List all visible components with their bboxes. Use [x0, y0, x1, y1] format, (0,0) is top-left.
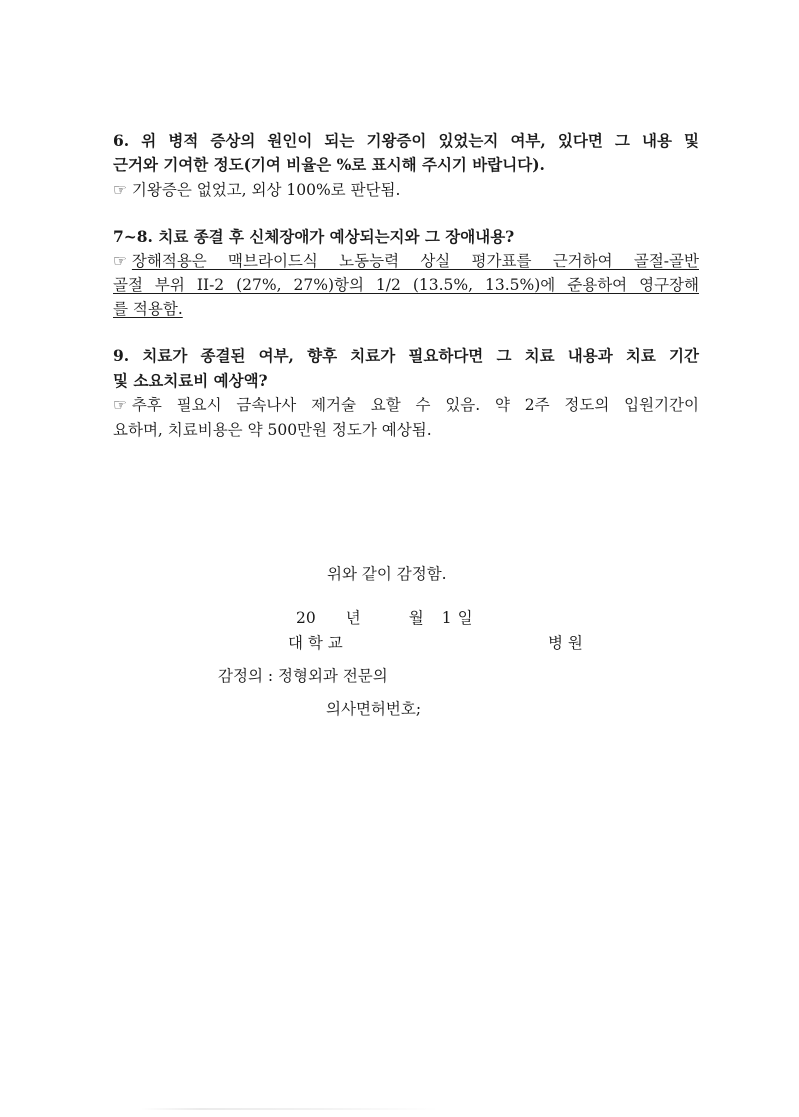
university-name: 대 학 교	[288, 634, 343, 652]
q9-answer-line1	[113, 393, 699, 417]
closing-statement: 위와 같이 감정함.	[327, 565, 447, 583]
q78-line1: 7~8. 치료 종결 후 신체장애가 예상되는지와 그 장애내용?	[113, 227, 515, 246]
date-month-unit: 월	[408, 609, 424, 627]
q78-answer-line1	[113, 249, 699, 273]
date-day-unit: 일	[457, 609, 473, 627]
pointing-hand-icon: ☞	[113, 396, 127, 414]
q78-answer-text1: 장해적용은 맥브라이드식 노동능력 상실 평가표를 근거하여 골절-골반	[131, 252, 699, 270]
q78-answer-text3: 를 적용함.	[113, 300, 183, 318]
q9-answer-line2: 요하며, 치료비용은 약 500만원 정도가 예상됨.	[113, 421, 432, 439]
date-year: 20	[296, 609, 316, 627]
q9-line2: 및 소요치료비 예상액?	[113, 371, 268, 390]
examiner-label: 감정의 :	[218, 667, 274, 685]
date-line	[296, 606, 473, 630]
date-day: 1	[441, 609, 452, 627]
examiner-value: 정형외과 전문의	[278, 667, 388, 685]
license-number-label: 의사면허번호;	[326, 700, 422, 718]
q9-answer-text1: 추후 필요시 금속나사 제거술 요할 수 있음. 약 2주 정도의 입원기간이	[131, 396, 699, 414]
q78-answer-line2: 골절 부위 II-2 (27%, 27%)항의 1/2 (13.5%, 13.5%)에 준용하여 영구장해	[113, 276, 699, 294]
q6-line2: 근거와 기여한 정도(기여 비율은 %로 표시해 주시기 바랍니다).	[113, 155, 545, 174]
q6-answer	[113, 178, 699, 202]
examiner-line	[218, 664, 388, 688]
q6-line1: 6. 위 병적 증상의 원인이 되는 기왕증이 있었는지 여부, 있다면 그 내용 및	[113, 131, 699, 150]
q78-answer-line3	[113, 297, 699, 321]
pointing-hand-icon: ☞	[113, 252, 127, 270]
hospital-name: 병 원	[548, 634, 583, 652]
date-year-unit: 년	[345, 609, 361, 627]
scan-artifact	[140, 1108, 440, 1110]
q9-line1: 9. 치료가 종결된 여부, 향후 치료가 필요하다면 그 치료 내용과 치료 기간	[113, 346, 699, 365]
q6-answer-text: 기왕증은 없었고, 외상 100%로 판단됨.	[131, 181, 401, 199]
pointing-hand-icon: ☞	[113, 181, 127, 199]
